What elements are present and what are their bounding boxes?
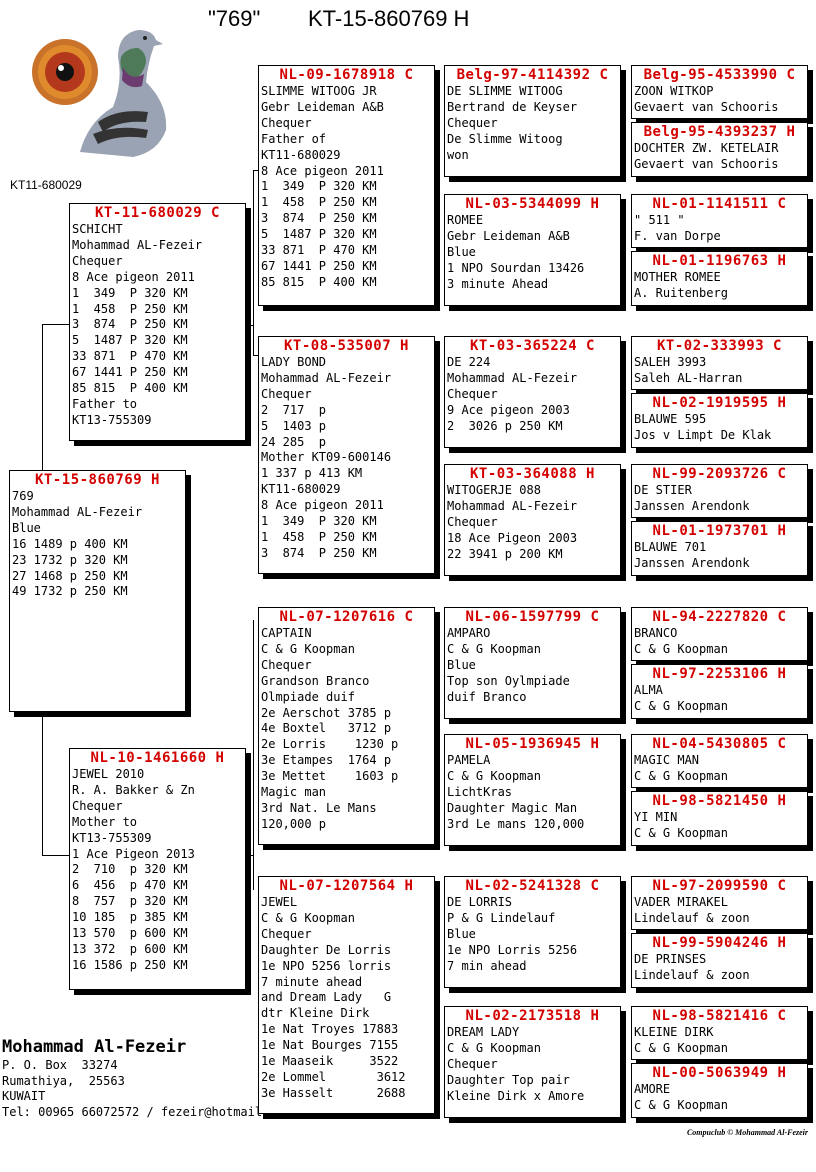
pedigree-detail-line: 3 874 P 250 KM: [261, 211, 377, 226]
pedigree-box-g1: [631, 65, 808, 119]
ring-number: NL-02-2173518 H: [465, 1008, 600, 1024]
pedigree-box-g9: [631, 607, 808, 661]
ring-number: NL-10-1461660 H: [90, 750, 225, 766]
pigeon-illustration: [18, 12, 168, 164]
pigeon-photo: [18, 12, 168, 164]
pedigree-box-g6: [631, 393, 808, 448]
pedigree-detail-line: Janssen Arendonk: [634, 555, 750, 570]
pedigree-detail-line: Chequer: [261, 657, 312, 672]
pedigree-detail-line: 3 874 P 250 KM: [261, 545, 377, 560]
pedigree-detail-line: 33 871 P 470 KM: [261, 243, 377, 258]
pigeon-name-title: "769": [208, 6, 261, 31]
ring-number: NL-99-5904246 H: [652, 935, 787, 951]
pedigree-detail-line: SCHICHT: [72, 222, 123, 236]
pedigree-detail-line: 2 3026 p 250 KM: [447, 418, 563, 433]
pedigree-box-dam: [69, 748, 246, 990]
pedigree-detail-line: 2e Lommel 3612: [261, 1069, 406, 1084]
pedigree-detail-line: F. van Dorpe: [634, 228, 721, 243]
ring-number: KT-02-333993 C: [656, 338, 782, 354]
ring-number: KT-03-364088 H: [469, 466, 595, 482]
ring-number: Belg-97-4114392 C: [456, 67, 609, 83]
pedigree-detail-line: 10 185 p 385 KM: [72, 910, 188, 925]
pedigree-box-sire: [69, 203, 246, 441]
pedigree-detail-line: 1 458 P 250 KM: [261, 195, 377, 210]
pedigree-detail-line: Father of: [261, 131, 327, 146]
pedigree-box-ss: [258, 65, 435, 306]
pedigree-detail-line: Daughter Top pair: [447, 1072, 570, 1087]
ring-number: NL-07-1207616 C: [279, 609, 414, 625]
pedigree-detail-line: 3e Etampes 1764 p: [261, 753, 392, 768]
connector-line: [253, 620, 254, 890]
pedigree-detail-line: Blue: [447, 244, 476, 259]
pedigree-box-g16: [631, 1063, 808, 1118]
ring-number: Belg-95-4393237 H: [643, 124, 796, 140]
pedigree-box-g2: [631, 122, 808, 177]
owner-address-line: Rumathiya, 25563: [2, 1073, 125, 1088]
pedigree-detail-line: AMORE: [634, 1082, 671, 1096]
pedigree-detail-line: Blue: [447, 926, 476, 941]
pedigree-detail-line: C & G Koopman: [634, 1040, 728, 1055]
pedigree-detail-line: 120,000 p: [261, 816, 327, 831]
pedigree-detail-line: DOCHTER ZW. KETELAIR: [634, 141, 779, 155]
pedigree-detail-line: PAMELA: [447, 753, 491, 767]
pedigree-box-g5: [631, 336, 808, 390]
ring-number: NL-09-1678918 C: [279, 67, 414, 83]
pedigree-detail-line: De Slimme Witoog: [447, 131, 563, 146]
pedigree-detail-line: ZOON WITKOP: [634, 84, 714, 98]
pedigree-detail-line: 67 1441 P 250 KM: [261, 258, 377, 273]
pedigree-detail-line: C & G Koopman: [447, 768, 541, 783]
pedigree-detail-line: C & G Koopman: [634, 641, 728, 656]
pedigree-detail-line: Chequer: [447, 1056, 498, 1071]
pedigree-detail-line: R. A. Bakker & Zn: [72, 782, 195, 797]
pedigree-detail-line: and Dream Lady G: [261, 990, 392, 1005]
pedigree-box-dsd: [444, 734, 621, 846]
pedigree-detail-line: Lindelauf & zoon: [634, 910, 750, 925]
pedigree-detail-line: LADY BOND: [261, 355, 327, 369]
pedigree-box-g14: [631, 933, 808, 988]
pedigree-detail-line: Chequer: [261, 386, 312, 401]
pedigree-detail-line: 1e NPO Lorris 5256: [447, 942, 578, 957]
pedigree-detail-line: 2 710 p 320 KM: [72, 862, 188, 877]
pedigree-detail-line: BLAUWE 701: [634, 540, 707, 554]
pedigree-detail-line: ROMEE: [447, 213, 484, 227]
connector-line: [42, 855, 70, 856]
pedigree-box-sds: [444, 336, 621, 448]
connector-line: [42, 324, 43, 470]
pedigree-detail-line: dtr Kleine Dirk: [261, 1006, 370, 1021]
pedigree-box-g12: [631, 791, 808, 846]
pedigree-detail-line: Magic man: [261, 785, 327, 800]
owner-address-line: P. O. Box 33274: [2, 1058, 118, 1072]
ring-number: KT-11-680029 C: [94, 205, 220, 221]
pedigree-detail-line: 3rd Le mans 120,000: [447, 816, 585, 831]
pedigree-detail-line: won: [447, 147, 469, 162]
pedigree-detail-line: Chequer: [447, 514, 498, 529]
pedigree-box-dds: [444, 876, 621, 988]
connector-line: [42, 712, 43, 855]
pedigree-detail-line: Grandson Branco: [261, 673, 370, 688]
pedigree-detail-line: 4e Boxtel 3712 p: [261, 721, 392, 736]
pedigree-detail-line: 3rd Nat. Le Mans: [261, 800, 377, 815]
pedigree-detail-line: Mohammad AL-Fezeir: [12, 504, 143, 519]
pedigree-detail-line: 16 1586 p 250 KM: [72, 957, 188, 972]
pedigree-detail-line: 2e Lorris 1230 p: [261, 737, 399, 752]
pedigree-detail-line: SLIMME WITOOG JR: [261, 84, 377, 98]
pedigree-detail-line: Mohammad AL-Fezeir: [72, 237, 203, 252]
pedigree-detail-line: MOTHER ROMEE: [634, 270, 721, 284]
pedigree-box-dd: [258, 876, 435, 1114]
pedigree-detail-line: LichtKras: [447, 784, 513, 799]
pedigree-detail-line: KT13-755309: [72, 830, 152, 845]
pedigree-detail-line: Mohammad AL-Fezeir: [447, 498, 578, 513]
pedigree-detail-line: Mother to: [72, 814, 138, 829]
pedigree-detail-line: 5 1487 P 320 KM: [261, 227, 377, 242]
pedigree-detail-line: 8 Ace pigeon 2011: [72, 269, 195, 284]
pedigree-detail-line: Mohammad AL-Fezeir: [261, 370, 392, 385]
pedigree-detail-line: Chequer: [447, 115, 498, 130]
pedigree-detail-line: KT13-755309: [72, 412, 152, 427]
owner-block: [2, 1036, 269, 1120]
ring-number: NL-03-5344099 H: [465, 196, 600, 212]
ring-number: KT-15-860769 H: [34, 472, 160, 488]
pedigree-detail-line: 23 1732 p 320 KM: [12, 552, 128, 567]
ring-number: NL-06-1597799 C: [465, 609, 600, 625]
pedigree-detail-line: 8 Ace pigeon 2011: [261, 163, 384, 178]
pedigree-box-ssd: [444, 194, 621, 306]
pedigree-detail-line: 1 349 P 320 KM: [261, 179, 377, 194]
pedigree-box-ds: [258, 607, 435, 845]
pedigree-box-sdd: [444, 464, 621, 576]
pedigree-box-g11: [631, 734, 808, 788]
pedigree-detail-line: 1 349 P 320 KM: [261, 514, 377, 529]
owner-address-line: KUWAIT: [2, 1089, 46, 1103]
ring-number: NL-05-1936945 H: [465, 736, 600, 752]
pedigree-box-g8: [631, 521, 808, 576]
pigeon-ring-title: KT-15-860769 H: [308, 6, 470, 31]
pedigree-detail-line: Chequer: [72, 798, 123, 813]
ring-number: NL-02-5241328 C: [465, 878, 600, 894]
pedigree-detail-line: 1 Ace Pigeon 2013: [72, 846, 195, 861]
pedigree-detail-line: DREAM LADY: [447, 1025, 520, 1039]
ring-number: Belg-95-4533990 C: [643, 67, 796, 83]
ring-number: NL-01-1141511 C: [652, 196, 787, 212]
pedigree-detail-line: 85 815 P 400 KM: [261, 274, 377, 289]
ring-number: NL-97-2099590 C: [652, 878, 787, 894]
pedigree-detail-line: JEWEL 2010: [72, 767, 145, 781]
connector-line: [253, 170, 254, 355]
pedigree-detail-line: 7 min ahead: [447, 958, 527, 973]
owner-name: Mohammad Al-Fezeir: [2, 1037, 187, 1057]
pedigree-detail-line: Mohammad AL-Fezeir: [447, 370, 578, 385]
pedigree-detail-line: 3 minute Ahead: [447, 276, 549, 291]
pedigree-detail-line: DE SLIMME WITOOG: [447, 84, 563, 98]
pedigree-box-g4: [631, 251, 808, 306]
ring-number: NL-97-2253106 H: [652, 666, 787, 682]
pedigree-detail-line: DE STIER: [634, 483, 692, 497]
pedigree-detail-line: Daughter Magic Man: [447, 800, 578, 815]
pedigree-detail-line: " 511 ": [634, 213, 685, 227]
ring-number: KT-08-535007 H: [283, 338, 409, 354]
pedigree-detail-line: 8 Ace pigeon 2011: [261, 498, 384, 513]
pedigree-detail-line: 5 1487 P 320 KM: [72, 333, 188, 348]
pedigree-detail-line: C & G Koopman: [261, 910, 355, 925]
ring-number: NL-07-1207564 H: [279, 878, 414, 894]
pedigree-detail-line: 2e Aerschot 3785 p: [261, 705, 392, 720]
pedigree-detail-line: KLEINE DIRK: [634, 1025, 714, 1039]
pedigree-detail-line: KT11-680029: [261, 482, 341, 497]
pedigree-box-sss: [444, 65, 621, 177]
ring-number: NL-99-2093726 C: [652, 466, 787, 482]
pedigree-detail-line: Daughter De Lorris: [261, 942, 392, 957]
pedigree-detail-line: 24 285 p: [261, 434, 327, 449]
pedigree-box-ddd: [444, 1006, 621, 1118]
pedigree-detail-line: 13 372 p 600 KM: [72, 941, 188, 956]
pedigree-detail-line: Chequer: [261, 926, 312, 941]
pedigree-box-g15: [631, 1006, 808, 1060]
pedigree-box-sd: [258, 336, 435, 574]
pedigree-detail-line: Gebr Leideman A&B: [447, 228, 570, 243]
pedigree-detail-line: 3e Mettet 1603 p: [261, 769, 399, 784]
pedigree-detail-line: MAGIC MAN: [634, 753, 700, 767]
ring-number: NL-98-5821416 C: [652, 1008, 787, 1024]
pedigree-detail-line: YI MIN: [634, 810, 678, 824]
pedigree-detail-line: 1 349 P 320 KM: [72, 285, 188, 300]
pedigree-detail-line: C & G Koopman: [634, 825, 728, 840]
pedigree-detail-line: 6 456 p 470 KM: [72, 878, 188, 893]
pedigree-detail-line: 2 717 p: [261, 402, 327, 417]
pedigree-detail-line: Gevaert van Schooris: [634, 156, 779, 171]
pedigree-detail-line: 16 1489 p 400 KM: [12, 536, 128, 551]
pedigree-detail-line: Olmpiade duif: [261, 689, 355, 704]
pedigree-box-dss: [444, 607, 621, 719]
connector-line: [42, 324, 70, 325]
pedigree-detail-line: 22 3941 p 200 KM: [447, 546, 563, 561]
pedigree-detail-line: Father to: [72, 396, 138, 411]
owner-contact-line: Tel: 00965 66072572 / fezeir@hotmail.: [2, 1104, 270, 1119]
pedigree-detail-line: VADER MIRAKEL: [634, 895, 728, 909]
pedigree-detail-line: CAPTAIN: [261, 626, 312, 640]
ring-number: NL-01-1973701 H: [652, 523, 787, 539]
pedigree-detail-line: Mother KT09-600146: [261, 450, 392, 465]
pedigree-detail-line: 1e Nat Troyes 17883: [261, 1022, 399, 1037]
ring-number: NL-04-5430805 C: [652, 736, 787, 752]
pedigree-detail-line: 769: [12, 489, 34, 503]
pedigree-detail-line: 9 Ace pigeon 2003: [447, 402, 570, 417]
pedigree-detail-line: Jos v Limpt De Klak: [634, 427, 772, 442]
pedigree-detail-line: 33 871 P 470 KM: [72, 349, 188, 364]
pedigree-detail-line: C & G Koopman: [634, 768, 728, 783]
pedigree-detail-line: 1 337 p 413 KM: [261, 466, 363, 481]
pedigree-detail-line: WITOGERJE 088: [447, 483, 541, 497]
pedigree-detail-line: 67 1441 P 250 KM: [72, 365, 188, 380]
connector-line: [245, 855, 253, 856]
pedigree-detail-line: 3 874 P 250 KM: [72, 317, 188, 332]
pedigree-detail-line: JEWEL: [261, 895, 298, 909]
pedigree-detail-line: DE 224: [447, 355, 491, 369]
pedigree-detail-line: 1e Nat Bourges 7155: [261, 1038, 399, 1053]
pedigree-detail-line: BRANCO: [634, 626, 678, 640]
pedigree-detail-line: C & G Koopman: [447, 1040, 541, 1055]
pedigree-detail-line: 7 minute ahead: [261, 974, 363, 989]
pedigree-detail-line: C & G Koopman: [261, 641, 355, 656]
pedigree-detail-line: Blue: [447, 657, 476, 672]
pedigree-detail-line: C & G Koopman: [447, 641, 541, 656]
photo-caption: KT11-680029: [10, 178, 82, 192]
ring-number: NL-94-2227820 C: [652, 609, 787, 625]
pedigree-detail-line: Gevaert van Schooris: [634, 99, 779, 114]
pedigree-detail-line: Saleh AL-Harran: [634, 370, 743, 385]
pedigree-box-g3: [631, 194, 808, 248]
pedigree-box-subject: [9, 470, 186, 712]
pedigree-detail-line: BLAUWE 595: [634, 412, 707, 426]
pedigree-detail-line: Top son Oylmpiade: [447, 673, 570, 688]
pedigree-detail-line: 8 757 p 320 KM: [72, 894, 188, 909]
pedigree-detail-line: duif Branco: [447, 689, 527, 704]
pedigree-detail-line: Chequer: [72, 253, 123, 268]
pedigree-detail-line: Chequer: [261, 115, 312, 130]
pedigree-detail-line: 1 NPO Sourdan 13426: [447, 260, 585, 275]
pedigree-detail-line: ALMA: [634, 683, 663, 697]
pedigree-detail-line: C & G Koopman: [634, 1097, 728, 1112]
ring-number: NL-02-1919595 H: [652, 395, 787, 411]
pedigree-detail-line: AMPARO: [447, 626, 491, 640]
pedigree-detail-line: DE PRINSES: [634, 952, 707, 966]
ring-number: KT-03-365224 C: [469, 338, 595, 354]
pedigree-detail-line: Chequer: [447, 386, 498, 401]
pedigree-detail-line: DE LORRIS: [447, 895, 513, 909]
pedigree-detail-line: 18 Ace Pigeon 2003: [447, 530, 578, 545]
pedigree-detail-line: Kleine Dirk x Amore: [447, 1088, 585, 1103]
ring-number: NL-01-1196763 H: [652, 253, 787, 269]
pedigree-detail-line: 1e Maaseik 3522: [261, 1054, 399, 1069]
pedigree-detail-line: 1 458 P 250 KM: [261, 529, 377, 544]
ring-number: NL-00-5063949 H: [652, 1065, 787, 1081]
pedigree-detail-line: 85 815 P 400 KM: [72, 381, 188, 396]
pedigree-detail-line: Gebr Leideman A&B: [261, 99, 384, 114]
pedigree-detail-line: P & G Lindelauf: [447, 910, 556, 925]
footer-credit: Compuclub © Mohammad Al-Fezeir: [686, 1128, 808, 1137]
pedigree-detail-line: Lindelauf & zoon: [634, 967, 750, 982]
pedigree-detail-line: 3e Hasselt 2688: [261, 1085, 406, 1100]
pedigree-box-g10: [631, 664, 808, 719]
pedigree-detail-line: C & G Koopman: [634, 698, 728, 713]
connector-line: [245, 325, 253, 326]
pedigree-detail-line: Blue: [12, 520, 41, 535]
pedigree-detail-line: 5 1403 p: [261, 418, 327, 433]
pedigree-box-g13: [631, 876, 808, 930]
ring-number: NL-98-5821450 H: [652, 793, 787, 809]
pedigree-detail-line: 49 1732 p 250 KM: [12, 584, 128, 599]
pedigree-detail-line: SALEH 3993: [634, 355, 707, 369]
pedigree-detail-line: KT11-680029: [261, 147, 341, 162]
pedigree-detail-line: A. Ruitenberg: [634, 285, 728, 300]
pedigree-detail-line: 1 458 P 250 KM: [72, 301, 188, 316]
pedigree-detail-line: Janssen Arendonk: [634, 498, 750, 513]
pedigree-detail-line: 1e NPO 5256 lorris: [261, 958, 392, 973]
pedigree-detail-line: 13 570 p 600 KM: [72, 926, 188, 941]
pedigree-detail-line: 27 1468 p 250 KM: [12, 568, 128, 583]
pedigree-detail-line: Bertrand de Keyser: [447, 99, 578, 114]
pedigree-box-g7: [631, 464, 808, 518]
